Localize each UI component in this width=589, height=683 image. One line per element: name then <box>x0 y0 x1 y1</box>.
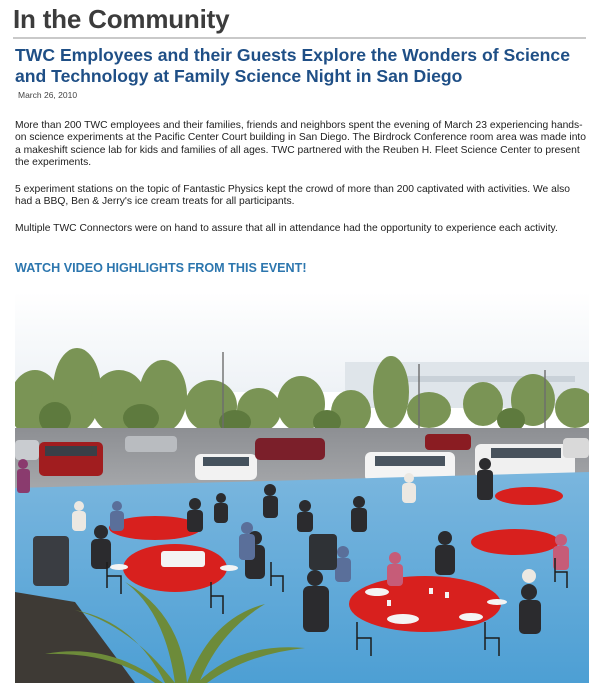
article-paragraph: 5 experiment stations on the topic of Fantastic Physics kept the crowd of more than 200 captivated with activities. We also had a BBQ, Ben & Jerry's ice cream treats for all participants. <box>15 184 570 208</box>
event-photo <box>15 292 589 683</box>
article-paragraph: More than 200 TWC employees and their families, friends and neighbors spent the evening of March 23 experiencing hands-on science experiments at the Pacific Center Court building in San Diego. The Birdrock Conference room area was made into a makeshift science lab for kids and families of all ages. TWC partnered with the Reuben H. Fleet Science Center to present the experiments. <box>15 120 587 169</box>
watch-video-link[interactable]: WATCH VIDEO HIGHLIGHTS FROM THIS EVENT! <box>15 261 307 275</box>
title-divider <box>13 37 586 39</box>
section-title: In the Community <box>13 4 230 34</box>
article-paragraph: Multiple TWC Connectors were on hand to assure that all in attendance had the opportunity to experience each activity. <box>15 223 558 234</box>
article-date: March 26, 2010 <box>18 90 78 100</box>
article-headline: TWC Employees and their Guests Explore the Wonders of Science and Technology at Family Science Night in San Diego <box>15 45 570 86</box>
